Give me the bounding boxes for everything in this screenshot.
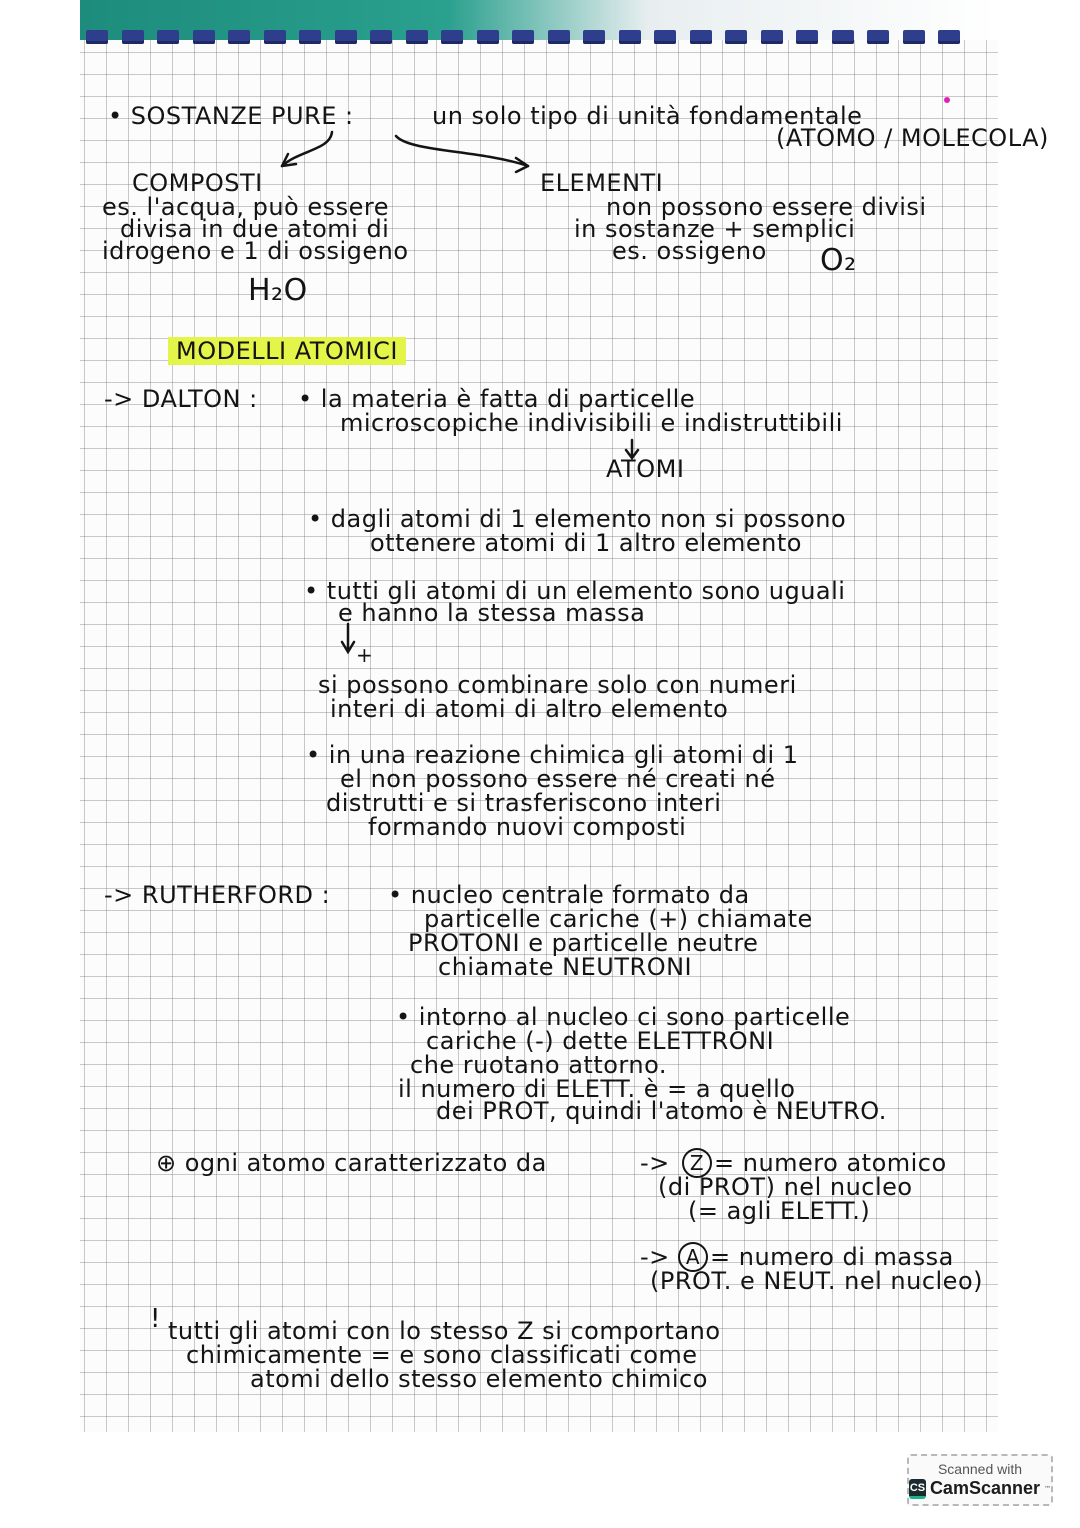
rutherford-point: il numero di ELETT. è = a quello: [398, 1075, 796, 1103]
pure-substances-definition-sub: (ATOMO / MOLECOLA): [776, 124, 1049, 152]
ring: [477, 30, 499, 44]
camscanner-badge: [907, 1454, 1053, 1506]
ring: [654, 30, 676, 44]
dalton-label: -> DALTON :: [104, 385, 258, 413]
pure-substances-heading: • SOSTANZE PURE :: [108, 102, 354, 130]
z-line: = numero atomico: [714, 1149, 947, 1177]
z-symbol-circled: Z: [682, 1148, 712, 1178]
ring: [264, 30, 286, 44]
ring: [406, 30, 428, 44]
rutherford-point: • intorno al nucleo ci sono particelle: [396, 1003, 851, 1031]
camscanner-logo-icon: CS: [909, 1479, 926, 1499]
ring: [690, 30, 712, 44]
ring: [548, 30, 570, 44]
elements-line: non possono essere divisi: [606, 193, 927, 221]
compounds-formula: H₂O: [248, 273, 308, 308]
dalton-point: ottenere atomi di 1 altro elemento: [370, 529, 802, 557]
section-title: MODELLI ATOMICI: [168, 337, 406, 365]
ring: [157, 30, 179, 44]
arrow-z: ->: [640, 1149, 670, 1177]
badge-brand-row: [909, 1478, 1051, 1499]
elements-line: in sostanze + semplici: [574, 215, 856, 243]
rutherford-point: chiamate NEUTRONI: [438, 953, 693, 981]
elements-formula: O₂: [820, 243, 857, 278]
z-line: (= agli ELETT.): [688, 1197, 871, 1225]
ring: [122, 30, 144, 44]
badge-trademark: ™: [1044, 1484, 1051, 1493]
ring: [583, 30, 605, 44]
dalton-point: el non possono essere né creati né: [340, 765, 776, 793]
pink-ink-mark: [944, 97, 950, 103]
dalton-point: • in una reazione chimica gli atomi di 1: [306, 741, 799, 769]
ring: [867, 30, 889, 44]
dalton-point: microscopiche indivisibili e indistruttibili: [340, 409, 843, 437]
rutherford-point: PROTONI e particelle neutre: [408, 929, 759, 957]
ring: [796, 30, 818, 44]
ring: [512, 30, 534, 44]
rutherford-point: cariche (-) dette ELETTRONI: [426, 1027, 775, 1055]
dalton-point: interi di atomi di altro elemento: [330, 695, 729, 723]
rutherford-point: dei PROT, quindi l'atomo è NEUTRO.: [436, 1097, 887, 1125]
elements-line: es. ossigeno: [612, 237, 767, 265]
important-line: chimicamente = e sono classificati come: [186, 1341, 698, 1369]
dalton-point: distrutti e si trasferiscono interi: [326, 789, 722, 817]
compounds-line: divisa in due atomi di: [120, 215, 390, 243]
rutherford-point: particelle cariche (+) chiamate: [424, 905, 813, 933]
arrow-a: ->: [640, 1243, 670, 1271]
important-mark: !: [150, 1304, 161, 1334]
ring: [761, 30, 783, 44]
ring: [832, 30, 854, 44]
dalton-plus: +: [356, 643, 374, 667]
binding-rings: [86, 26, 986, 50]
ring: [370, 30, 392, 44]
dalton-point: • la materia è fatta di particelle: [298, 385, 696, 413]
compounds-title: COMPOSTI: [132, 169, 263, 197]
dalton-point: • tutti gli atomi di un elemento sono uguali: [304, 577, 846, 605]
a-line: (PROT. e NEUT. nel nucleo): [650, 1267, 983, 1295]
rutherford-point: • nucleo centrale formato da: [388, 881, 750, 909]
ring: [193, 30, 215, 44]
dalton-point: si possono combinare solo con numeri: [318, 671, 797, 699]
atom-numbers-intro: ⊕ ogni atomo caratterizzato da: [156, 1149, 547, 1177]
rutherford-point: che ruotano attorno.: [410, 1051, 667, 1079]
dalton-atoms: ATOMI: [606, 455, 685, 483]
ring: [299, 30, 321, 44]
z-line: (di PROT) nel nucleo: [658, 1173, 913, 1201]
compounds-line: idrogeno e 1 di ossigeno: [102, 237, 409, 265]
ring: [228, 30, 250, 44]
ring: [619, 30, 641, 44]
ring: [903, 30, 925, 44]
badge-brand-name: CamScanner: [929, 1478, 1040, 1498]
dalton-point: formando nuovi composti: [368, 813, 687, 841]
section-title-highlight: [168, 338, 406, 364]
ring: [938, 30, 960, 44]
elements-title: ELEMENTI: [540, 169, 664, 197]
ring: [725, 30, 747, 44]
a-line: = numero di massa: [710, 1243, 954, 1271]
important-line: atomi dello stesso elemento chimico: [250, 1365, 708, 1393]
important-line: tutti gli atomi con lo stesso Z si comportano: [168, 1317, 721, 1345]
dalton-point: • dagli atomi di 1 elemento non si possono: [308, 505, 847, 533]
ring: [335, 30, 357, 44]
pure-substances-definition: un solo tipo di unità fondamentale: [432, 102, 863, 130]
badge-scanned-with: Scanned with: [937, 1461, 1023, 1477]
dalton-point: e hanno la stessa massa: [338, 599, 646, 627]
rutherford-label: -> RUTHERFORD :: [104, 881, 331, 909]
ring: [441, 30, 463, 44]
ring: [86, 30, 108, 44]
compounds-line: es. l'acqua, può essere: [102, 193, 390, 221]
a-symbol-circled: A: [678, 1242, 708, 1272]
